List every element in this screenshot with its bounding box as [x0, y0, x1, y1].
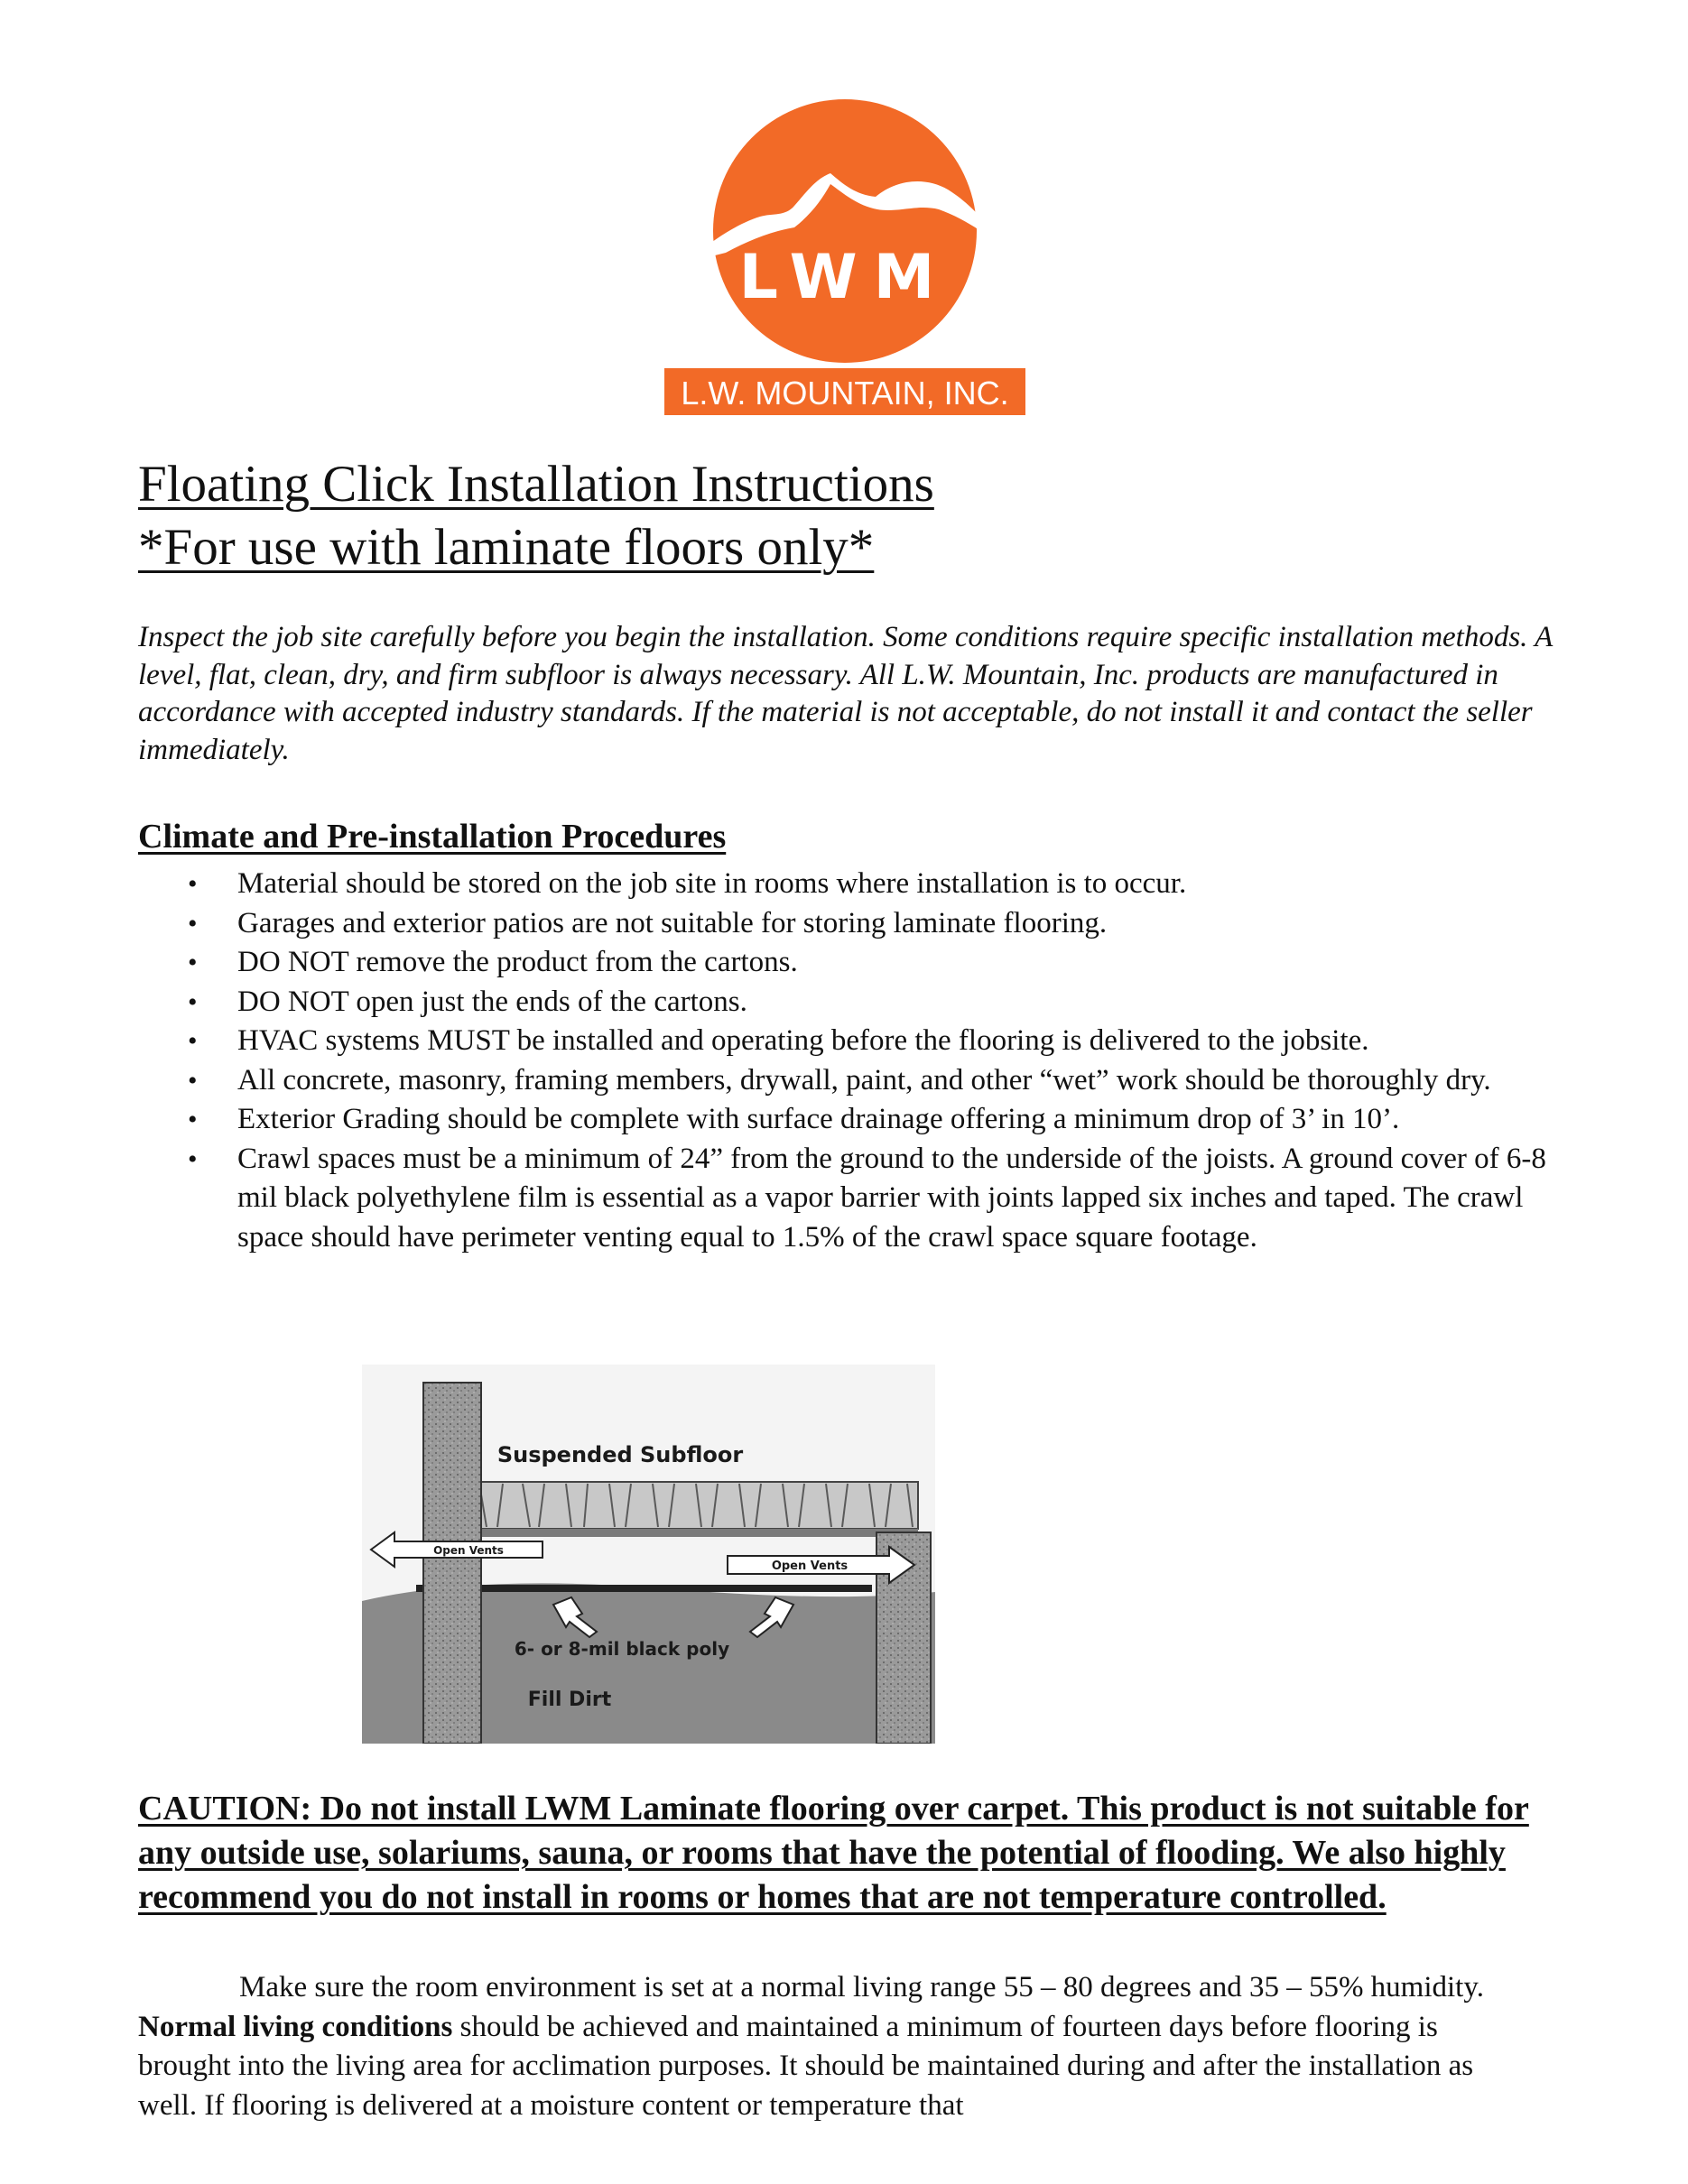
list-item: • DO NOT remove the product from the cartons. — [188, 943, 1573, 983]
title-line-1: Floating Click Installation Instructions — [138, 456, 934, 513]
joist-band — [423, 1529, 918, 1537]
company-logo — [663, 97, 1027, 415]
caution-notice: CAUTION: Do not install LWM Laminate flooring over carpet. This product is not suitable for any outside use, solariums, sauna, or rooms that have the potential of flooding. We also highly recommend you do not install in rooms or homes that are not temperature controlled. — [138, 1790, 1529, 1916]
list-item: • Crawl spaces must be a minimum of 24” from the ground to the underside of the joists. A ground cover of 6-8 mil black polyethylene film is essential as a vapor barrier with joints lapped six inches and taped. The crawl space should have perimeter venting equal to 1.5% of the crawl space square footage. — [188, 1140, 1573, 1258]
climate-heading: Climate and Pre-installation Procedures — [138, 818, 727, 856]
fill-dirt-label: Fill Dirt — [527, 1689, 612, 1711]
environment-bold-term: Normal living conditions — [138, 2010, 453, 2043]
list-item: • All concrete, masonry, framing members, drywall, paint, and other “wet” work should be thoroughly dry. — [188, 1061, 1573, 1101]
list-item: • Material should be stored on the job site in rooms where installation is to occur. — [188, 865, 1573, 904]
climate-list — [188, 865, 1573, 1257]
list-item: • HVAC systems MUST be installed and operating before the flooring is delivered to the jobsite. — [188, 1022, 1573, 1061]
page-title — [138, 453, 1582, 579]
crawl-space-illustration — [362, 1365, 935, 1744]
intro-paragraph: Inspect the job site carefully before you begin the installation. Some conditions require specific installation methods. A level, flat, clean, dry, and firm subfloor is always necessary. All L.W. Mountain, Inc. products are manufactured in accordance with accepted industry standards. If the material is not acceptable, do not install it and contact the seller immediately. — [138, 621, 1553, 766]
poly-label: 6- or 8-mil black poly — [514, 1638, 730, 1660]
diagram-title: Suspended Subfloor — [496, 1442, 744, 1467]
title-line-2: *For use with laminate floors only* — [138, 519, 875, 576]
black-poly-film — [416, 1585, 872, 1592]
list-item: • DO NOT open just the ends of the cartons. — [188, 983, 1573, 1023]
environment-text-1: Make sure the room environment is set at a normal living range 55 – 80 degrees and 35 – 55% humidity. — [239, 1971, 1484, 2004]
logo-letters: LWM — [738, 242, 951, 313]
crawl-space-diagram — [362, 1365, 935, 1744]
vent-label-left: Open Vents — [433, 1544, 504, 1557]
vent-label-right: Open Vents — [771, 1559, 849, 1573]
environment-paragraph — [138, 1968, 1524, 2125]
left-foundation-wall — [423, 1383, 481, 1744]
logo-company-name: L.W. MOUNTAIN, INC. — [681, 375, 1009, 412]
list-item: • Exterior Grading should be complete with surface drainage offering a minimum drop of 3’ in 10’. — [188, 1100, 1573, 1140]
environment-text-2: should be achieved and maintained a minimum of fourteen days before flooring is brought into the living area for acclimation purposes. It should be maintained during and after the installation as well. If flooring is delivered at a moisture content or temperature that — [138, 2010, 1474, 2122]
list-item: • Garages and exterior patios are not suitable for storing laminate flooring. — [188, 904, 1573, 944]
lwm-logo-graphic — [663, 97, 1027, 415]
